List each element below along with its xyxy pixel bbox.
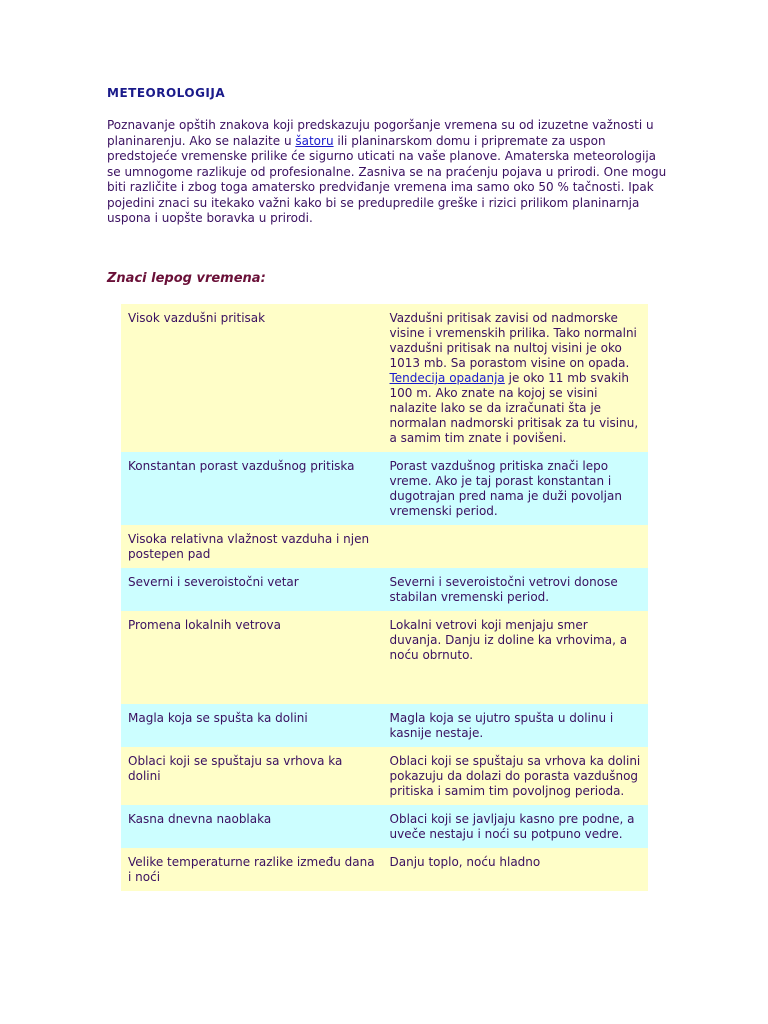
sign-cell: Visoka relativna vlažnost vazduha i njen postepen pad bbox=[121, 525, 383, 568]
page-title: METEOROLOGIJA bbox=[107, 86, 226, 100]
description-cell: Porast vazdušnog pritiska znači lepo vreme. Ako je taj porast konstantan i dugotrajan pred nama je duži povoljan vremenski period. bbox=[383, 452, 649, 525]
section-subtitle: Znaci lepog vremena: bbox=[107, 271, 266, 286]
sign-cell: Konstantan porast vazdušnog pritiska bbox=[121, 452, 383, 525]
description-cell: Lokalni vetrovi koji menjaju smer duvanja. Danju iz doline ka vrhovima, a noću obrnuto. bbox=[383, 611, 649, 704]
description-text-part2: je oko 11 mb svakih 100 m. Ako znate na kojoj se visini nalazite lako se da izračunati šta je normalan nadmorski pritisak za tu visinu, a samim tim znate i povišeni. bbox=[389, 371, 639, 445]
description-cell bbox=[383, 525, 649, 568]
sign-cell: Velike temperaturne razlike između dana i noći bbox=[121, 848, 383, 891]
intro-text-part1: Poznavanje opštih znakova koji predskazuju pogoršanje vremena su od izuzetne važnosti u planinarenju. Ako se nalazite u bbox=[107, 118, 654, 148]
description-cell: Oblaci koji se spuštaju sa vrhova ka dolini pokazuju da dolazi do porasta vazdušnog pritiska i samim tim povoljnog perioda. bbox=[383, 747, 649, 805]
description-text-part1: Vazdušni pritisak zavisi od nadmorske visine i vremenskih prilika. Tako normalni vazdušni pritisak na nultoj visini je oko 1013 mb. Sa porastom visine on opada. bbox=[389, 311, 637, 370]
description-cell bbox=[383, 304, 649, 452]
description-cell: Oblaci koji se javljaju kasno pre podne, a uveče nestaju i noći su potpuno vedre. bbox=[383, 805, 649, 848]
intro-paragraph bbox=[107, 118, 667, 227]
sign-cell: Kasna dnevna naoblaka bbox=[121, 805, 383, 848]
sign-cell: Visok vazdušni pritisak bbox=[121, 304, 383, 452]
table-row bbox=[121, 568, 648, 611]
sign-cell: Magla koja se spušta ka dolini bbox=[121, 704, 383, 747]
sign-cell: Oblaci koji se spuštaju sa vrhova ka dolini bbox=[121, 747, 383, 805]
sign-cell: Severni i severoistočni vetar bbox=[121, 568, 383, 611]
table-row bbox=[121, 747, 648, 805]
tent-link[interactable]: šatoru bbox=[295, 133, 334, 148]
fair-weather-signs-table bbox=[121, 304, 648, 891]
pressure-trend-link[interactable]: Tendecija opadanja bbox=[389, 371, 505, 385]
table-row bbox=[121, 452, 648, 525]
table-row bbox=[121, 848, 648, 891]
description-cell: Severni i severoistočni vetrovi donose stabilan vremenski period. bbox=[383, 568, 649, 611]
description-cell: Magla koja se ujutro spušta u dolinu i kasnije nestaje. bbox=[383, 704, 649, 747]
sign-cell: Promena lokalnih vetrova bbox=[121, 611, 383, 704]
table-row bbox=[121, 525, 648, 568]
table-row bbox=[121, 805, 648, 848]
table-row bbox=[121, 304, 648, 452]
intro-text-part2: ili planinarskom domu i pripremate za uspon predstojeće vremenske prilike će sigurno uticati na vaše planove. Amaterska meteorologija se umnogome razlikuje od profesionalne. Zasniva se na praćenju pojava u prirodi. One mogu biti različite i zbog toga amatersko predviđanje vremena ima samo oko 50 % tačnosti. Ipak pojedini znaci su itekako važni kako bi se predupredile greške i rizici prilikom planinarnja uspona i uopšte boravka u prirodi. bbox=[107, 133, 667, 225]
table-row bbox=[121, 704, 648, 747]
table-row bbox=[121, 611, 648, 704]
description-cell: Danju toplo, noću hladno bbox=[383, 848, 649, 891]
